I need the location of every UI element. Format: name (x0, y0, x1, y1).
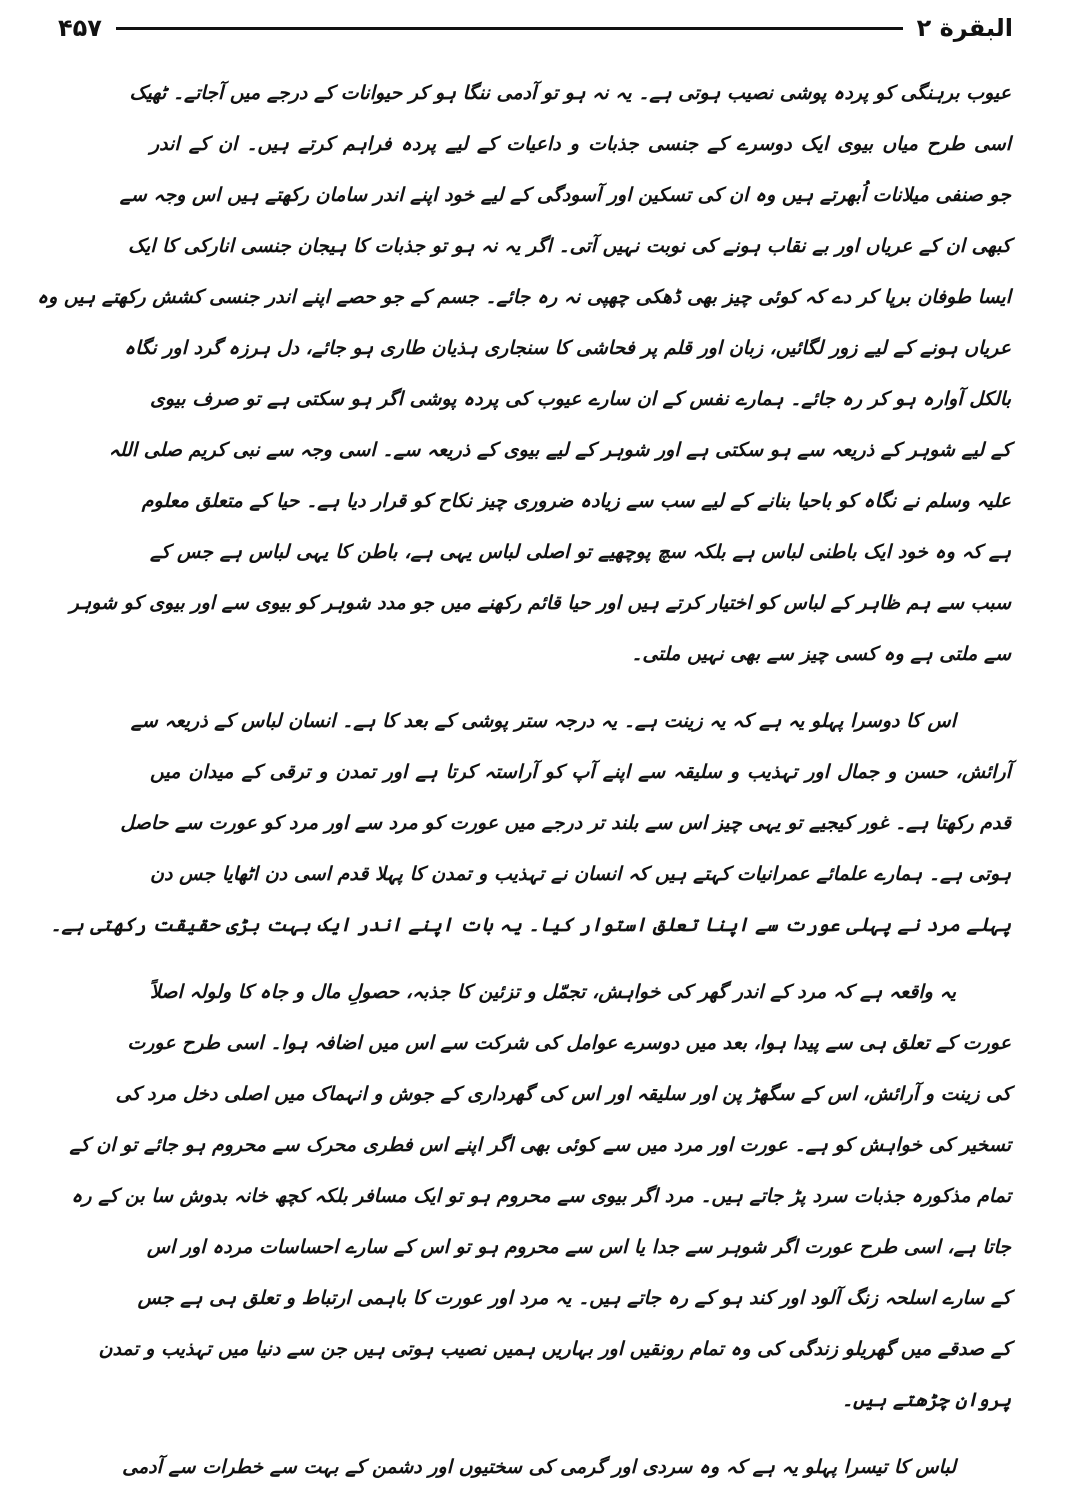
text-line: عورت کے تعلق ہی سے پیدا ہوا، بعد میں دوسرے عوامل کی شرکت سے اس میں اضافہ ہوا۔ اسی طرح عورت (127, 1032, 1011, 1054)
text-line: ہوتی ہے۔ ہمارے علمائے عمرانیات کہتے ہیں کہ انسان نے تہذیب و تمدن کا پہلا قدم اسی دن اٹھایا جس دن (150, 863, 1011, 885)
page-number: ۴۵۷ (58, 14, 102, 42)
header-rule (116, 27, 903, 30)
text-line: سبب سے ہم ظاہر کے لباس کو اختیار کرتے ہیں اور حیا قائم رکھنے میں جو مدد شوہر کو بیوی سے اور بیوی کو شوہر (69, 592, 1011, 614)
text-line: سے ملتی ہے وہ کسی چیز سے بھی نہیں ملتی۔ (631, 643, 1011, 665)
text-line: تمام مذکورہ جذبات سرد پڑ جاتے ہیں۔ مرد اگر بیوی سے محروم ہو تو ایک مسافر بلکہ کچھ خانہ بدوش سا بن کے رہ (71, 1185, 1011, 1207)
text-line: کبھی ان کے عریاں اور بے نقاب ہونے کی نوبت نہیں آتی۔ اگر یہ نہ ہو تو جذبات کا ہیجان جنسی انارکی کا ایک (127, 235, 1011, 257)
text-line: تسخیر کی خواہش کو ہے۔ عورت اور مرد میں سے کوئی بھی اگر اپنے اس فطری محرک سے محروم ہو جائے تو ان کے (69, 1134, 1011, 1156)
text-line: عریاں ہونے کے لیے زور لگائیں، زبان اور قلم پر فحاشی کا سنجاری ہذیان طاری ہو جائے، دل ہرزہ گرد اور نگاہ (124, 337, 1011, 359)
text-line: ہے کہ وہ خود ایک باطنی لباس ہے بلکہ سچ پوچھیے تو اصلی لباس یہی ہے، باطن کا یہی لباس ہے جس کے (150, 541, 1011, 563)
text-line: آرائش، حسن و جمال اور تہذیب و سلیقہ سے اپنے آپ کو آراستہ کرتا ہے اور تمدن و ترقی کے میدان میں (150, 761, 1011, 783)
text-line: کی زینت و آرائش، اس کے سگھڑ پن اور سلیقہ اور اس کی گھرداری کے جوش و انہماک میں اصلی دخل مرد کی (115, 1083, 1011, 1105)
text-line: یہ واقعہ ہے کہ مرد کے اندر گھر کی خواہش، تجمّل و تزئین کا جذبہ، حصولِ مال و جاہ کا ولولہ اصلاً (150, 981, 956, 1003)
text-line: ایسا طوفان برپا کر دے کہ کوئی چیز بھی ڈھکی چھپی نہ رہ جائے۔ جسم کے جو حصے اپنے اندر جنسی کشش رکھتے ہیں وہ (36, 286, 1011, 308)
text-line: پہلے مرد نے پہلی عورت سے اپنا تعلق استوار کیا۔ یہ بات اپنے اندر ایک بہت بڑی حقیقت رکھتی ہے۔ (50, 914, 1011, 936)
text-line: علیہ وسلم نے نگاہ کو باحیا بنانے کے لیے سب سے زیادہ ضروری چیز نکاح کو قرار دیا ہے۔ حیا کے متعلق معلوم (141, 490, 1011, 512)
text-line: کے سارے اسلحہ زنگ آلود اور کند ہو کے رہ جاتے ہیں۔ یہ مرد اور عورت کا باہمی ارتباط و تعلق ہی ہے جس (137, 1287, 1011, 1309)
text-line: بالکل آوارہ ہو کر رہ جائے۔ ہمارے نفس کے ان سارے عیوب کی پردہ پوشی اگر ہو سکتی ہے تو صرف بیوی (150, 388, 1011, 410)
text-line: کے صدقے میں گھریلو زندگی کی وہ تمام رونقیں اور بہاریں ہمیں نصیب ہوتی ہیں جن سے دنیا میں تہذیب و تمدن (98, 1338, 1011, 1360)
text-line: اسی طرح میاں بیوی ایک دوسرے کے جنسی جذبات و داعیات کے لیے پردہ فراہم کرتے ہیں۔ ان کے اندر (150, 133, 1011, 155)
paragraph (50, 696, 1011, 951)
paragraph (122, 1442, 1011, 1493)
page-body (36, 68, 1011, 1478)
paragraph (69, 967, 1011, 1426)
text-line: اس کا دوسرا پہلو یہ ہے کہ یہ زینت ہے۔ یہ درجہ ستر پوشی کے بعد کا ہے۔ انسان لباس کے ذریعہ سے (130, 710, 956, 732)
paragraph (36, 68, 1011, 680)
text-line: کے لیے شوہر کے ذریعہ سے ہو سکتی ہے اور شوہر کے لیے بیوی کے ذریعہ سے۔ اسی وجہ سے نبی کریم صلی اللہ (108, 439, 1011, 461)
text-line: لباس کا تیسرا پہلو یہ ہے کہ وہ سردی اور گرمی کی سختیوں اور دشمن کے بہت سے خطرات سے آدمی (122, 1456, 956, 1478)
page-header (58, 8, 1013, 48)
surah-title: البقرة ۲ (916, 14, 1013, 42)
text-line: قدم رکھتا ہے۔ غور کیجیے تو یہی چیز اس سے بلند تر درجے میں عورت کو مرد سے اور مرد کو عورت سے حاصل (120, 812, 1011, 834)
text-line: پروان چڑھتے ہیں۔ (841, 1389, 1011, 1411)
text-line: جو صنفی میلانات اُبھرتے ہیں وہ ان کی تسکین اور آسودگی کے لیے خود اپنے اندر سامان رکھتے ہیں اس وجہ سے (119, 184, 1011, 206)
text-line: عیوب برہنگی کو پردہ پوشی نصیب ہوتی ہے۔ یہ نہ ہو تو آدمی ننگا ہو کر حیوانات کے درجے میں آجاتے۔ ٹھیک (129, 82, 1011, 104)
text-line: جاتا ہے، اسی طرح عورت اگر شوہر سے جدا یا اس سے محروم ہو تو اس کے سارے احساسات مردہ اور اس (146, 1236, 1011, 1258)
